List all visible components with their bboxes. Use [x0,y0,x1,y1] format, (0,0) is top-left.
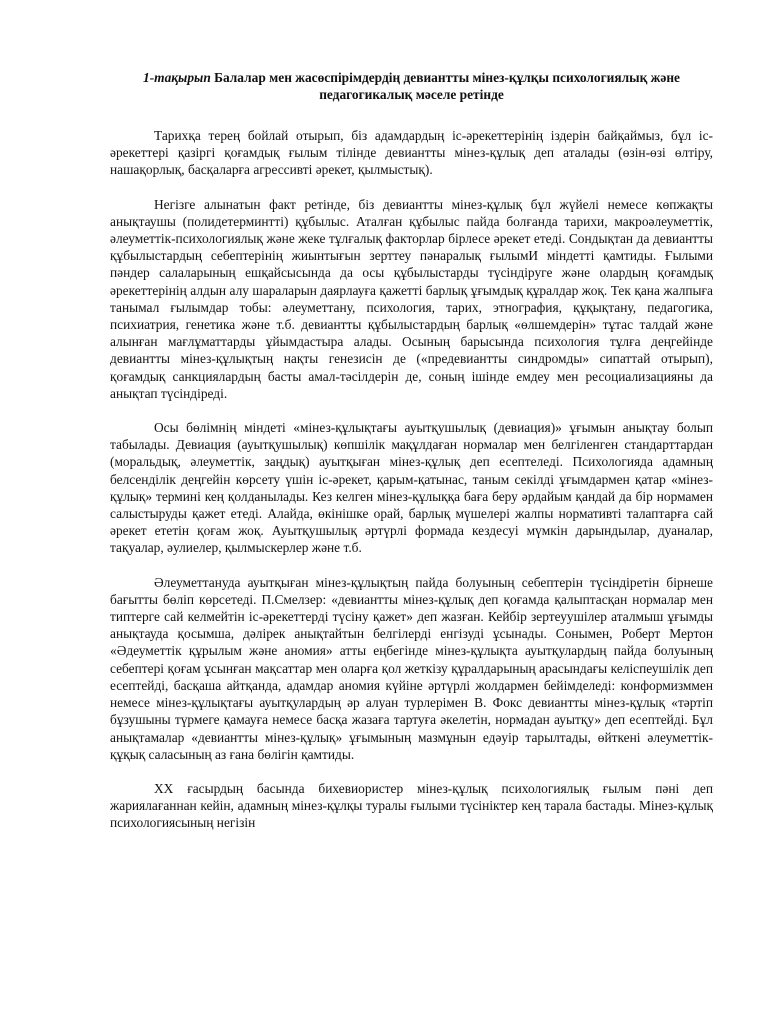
paragraph-5: XX ғасырдың басында бихевиористер мінез-құлық психологиялық ғылым пәні деп жариялағаннан кейін, адамның мінез-құлқы туралы ғылыми түсініктер кең тарала бастады. Мінез-құлық психологиясының негізін [110,780,713,831]
paragraph-3: Осы бөлімнің міндеті «мінез-құлықтағы ауытқушылық (девиация)» ұғымын анықтау болып табылады. Девиация (ауытқушылық) көпшілік мақұлдаған нормалар мен белгіленген стандарттардан (моральдық, әлеуметтік, заңдық) ауытқыған мінез-құлық деп есептеледі. Психологияда адамның белсенділік деңгейін көрсету үшін іс-әрекет, қарым-қатынас, таным секілді ұғымдармен қатар «мінез-құлық» термині кең қолданылады. Кез келген мінез-құлыққа баға беру әрдайым қандай да бір нормамен салыстыруды қажет етеді. Алайда, өкінішке орай, барлық мүшелері жалпы нормативті талаптарға сай әрекет ететін қоғам жоқ. Ауытқушылық әртүрлі формада кездесуі мүмкін дарындылар, дуаналар, тақуалар, әулиелер, қылмыскерлер және т.б. [110,420,713,556]
document-body [110,70,713,849]
paragraph-4: Әлеуметтануда ауытқыған мінез-құлықтың пайда болуының себептерін түсіндіретін бірнеше бағытты бөліп көрсетеді. П.Смелзер: «девиантты мінез-құлық деп қоғамда қалыптасқан нормалар мен типтерге сай келмейтін іс-әрекеттерді түсіну қажет» деп жазған. Кейбір зертеуушілер аталмыш ұғымды анықтауда қосымша, дәлірек анықтайтын белгілерді енгізуді ұсынады. Сонымен, Роберт Мертон «Әдеуметтік құрылым және аномия» атты еңбегінде мінез-құлықта ауытқулардың пайда болуының себептері қоғам ұсынған мақсаттар мен оларға қол жеткізу құралдарының арасындағы келіспеушілік деп есептейді, басқаша айтқанда, адамдар аномия күйіне әртүрлі жолдармен бейімделеді: конформизммен немесе мінез-құлықтағы ауытқулардың әр алуан турлерімен В. Фокс девиантты мінез-құлық «тәртіп бұзушыны түрмеге қамауға немесе басқа жазаға тартуға әкелетін, нормадан ауытқу» деп есептейді. Бұл анықтамалар «девиантты мінез-құлық» ұғымының мазмұнын едәуір тарылтады, өйткені әлеуметтік-құқық саласының аз ғана бөлігін қамтиды. [110,574,713,762]
title-topic-number: 1-тақырып [143,70,211,85]
paragraph-1: Тарихқа терең бойлай отырып, біз адамдардың іс-әрекеттерінің іздерін байқаймыз, бұл іс-әрекеттері қазіргі қоғамдық ғылым тілінде девиантты мінез-құлық деп аталады (өзін-өзі өлтіру, нашақорлық, басқаларға агрессивті әрекет, қылмыстық). [110,128,713,178]
title-text: Балалар мен жасөспірімдердің девиантты мінез-құлқы психологиялық және педагогикалық мәселе ретінде [210,70,680,102]
paragraph-2: Негізге алынатын факт ретінде, біз девиантты мінез-құлық бұл жүйелі немесе көпжақты анықтаушы (полидетерминтті) құбылыс. Аталған құбылыс пайда болғанда тарихи, макроәлеуметтік, әлеуметтік-психологиялық және жеке тұлғалық факторлар бірлесе әрекет етеді. Сондықтан да девиантты құбылыстардың себептерінің жиынтығын зерттеу пәнаралық ғылымИ міндетті қамтиды. Ғылыми пәндер салаларының ешқайсысында да осы құбылыстарды түсіндіруге және олардың қоғамдық әрекеттерінің алдын алу шараларын даярлауға қажетті барлық ұғымдық құралдар жоқ. Тек қана жалпыға танымал ғылымдар тобы: әлеуметтану, психология, тарих, этнография, құқықтану, педагогика, психиатрия, генетика және т.б. девиантты құбылыстардың барлық «өлшемдерін» тұтас талдай және алынған мағлұматтарды ұйымдастыра алады. Осының барысында психология тұлға деңгейінде девиантты мінез-құлықтың нақты генезисін де («предевиантты синдромды» сипаттай отырып), қоғамдық санкциялардың басты амал-тәсілдерін де, соның ішінде емдеу мен ресоциализацияны да анықтап түсіндіреді. [110,196,713,401]
document-title [110,70,713,103]
